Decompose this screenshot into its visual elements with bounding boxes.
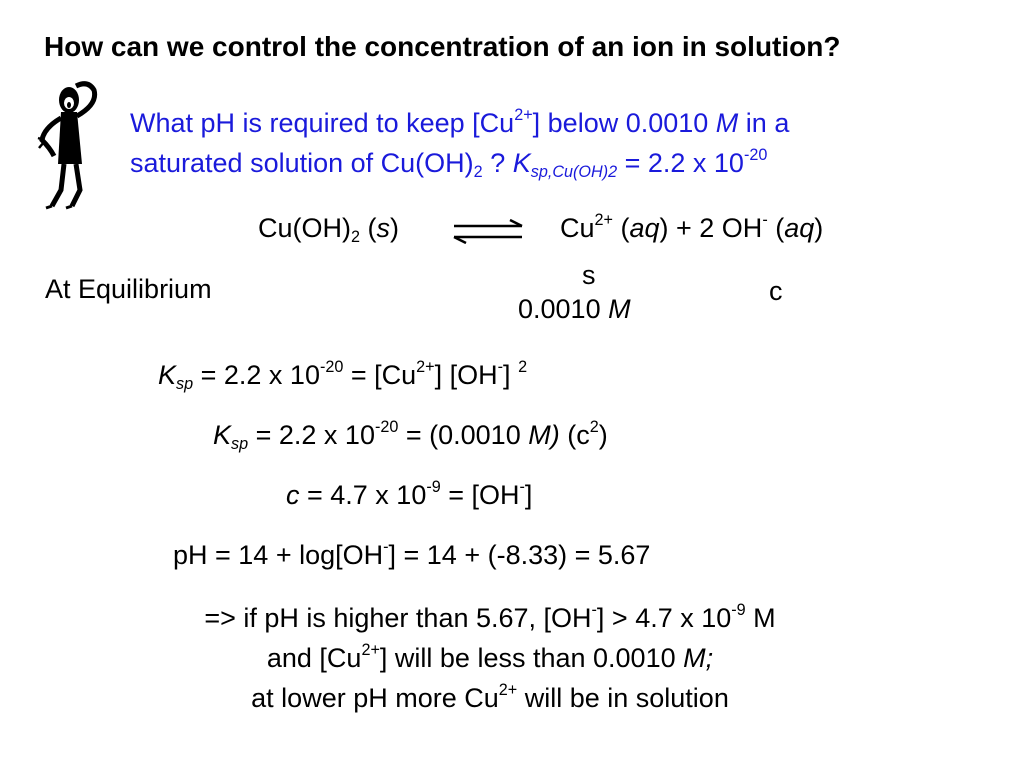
problem-question <box>130 103 789 183</box>
question-line-1: What pH is required to keep $[Cu^{2+}]$ below 0.0010 M in a <box>130 105 790 138</box>
ksp-substitution: $K_{sp} = 2.2$ x $10^{-20} = (0.0010$ M) $(c^2)$ <box>213 417 608 453</box>
equilibrium-s: s <box>582 260 596 290</box>
question-line-2: saturated solution of $Cu(OH)_2$ ? $K_{sp,Cu(OH)2} = 2.2$ x $10^{-20}$ <box>130 145 768 181</box>
equilibrium-c: c <box>769 276 783 306</box>
conclusion-line-2: and $[Cu^{2+}]$ will be less than 0.0010 M; <box>266 640 714 673</box>
ksp-expression: $K_{sp} = 2.2$ x $10^{-20} = [Cu^{2+}]$ [OH-] $^2$ <box>158 357 528 393</box>
slide-title: How can we control the concentration of an ion in solution? <box>44 31 841 62</box>
conclusion-line-3: at lower pH more $Cu^{2+}$ will be in solution <box>251 680 729 713</box>
equation-products: $Cu^{2+}$ (aq) + 2 OH- (aq) <box>560 210 824 243</box>
ph-calculation: pH = 14 + log[OH-] = 14 + (-8.33) = 5.67 <box>173 537 651 570</box>
equilibrium-label: At Equilibrium <box>45 274 212 304</box>
equation-reactant: $Cu(OH)_2$ (s) <box>258 213 400 246</box>
equilibrium-cu-concentration: 0.0010 M <box>518 294 631 324</box>
conclusion-line-1: => if pH is higher than 5.67, [OH-] > 4.7 x $10^{-9}$ M <box>204 600 776 633</box>
equilibrium-arrows-icon <box>450 218 526 244</box>
hydroxide-result: c = 4.7 x $10^{-9} = [OH^-]$ <box>286 477 533 510</box>
thinking-stick-figure-icon <box>36 78 112 212</box>
conclusion-text <box>110 598 870 718</box>
